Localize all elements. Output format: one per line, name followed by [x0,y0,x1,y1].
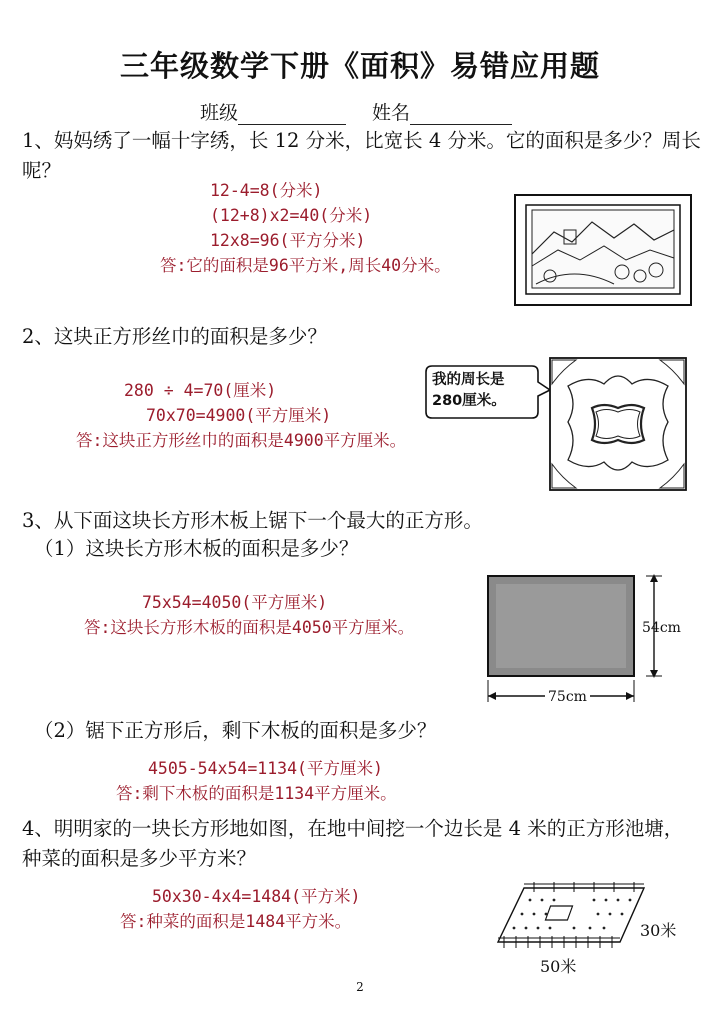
field-length-label: 50米 [540,957,577,976]
question-4: 4、明明家的一块长方形地如图，在地中间挖一个边长是 4 米的正方形池塘，种菜的面积是多少平方米？ [22,817,684,870]
question-3-part-2: （2）锯下正方形后，剩下木板的面积是多少？ [34,719,437,742]
class-label: 班级 [200,102,239,124]
q3-part2-answer: 答:剩下木板的面积是1134平方厘米。 [116,784,397,803]
page-title: 三年级数学下册《面积》易错应用题 [119,49,600,83]
name-label: 姓名 [372,102,411,124]
q1-answer-block [160,178,451,278]
q4-answer: 答:种菜的面积是1484平方米。 [120,912,352,931]
bubble-line-1: 我的周长是 [432,372,505,388]
q1-step-1: 12-4=8(分米) [210,181,323,200]
q1-step-2: (12+8)x2=40(分米) [210,206,373,225]
name-blank[interactable] [410,104,512,125]
q2-answer: 答:这块正方形丝巾的面积是4900平方厘米。 [76,431,407,450]
field-width-label: 30米 [640,921,677,940]
q4-step-1: 50x30-4x4=1484(平方米) [152,887,361,906]
question-2: 2、这块正方形丝巾的面积是多少？ [22,325,327,348]
q3-part1-answer: 答:这块长方形木板的面积是4050平方厘米。 [84,618,415,637]
speech-bubble-text [432,370,506,412]
q2-step-2: 70x70=4900(平方厘米) [146,406,332,425]
bubble-line-2: 280厘米。 [432,393,506,409]
page-number: 2 [356,980,364,994]
q2-step-1: 280 ÷ 4=70(厘米) [124,381,277,400]
question-3: 3、从下面这块长方形木板上锯下一个最大的正方形。 [22,509,483,532]
q1-step-3: 12x8=96(平方分米) [210,231,366,250]
q3-part2-step-1: 4505-54x54=1134(平方厘米) [148,759,383,778]
cross-stitch-picture [514,194,692,306]
class-blank[interactable] [238,104,346,125]
q2-answer-block [76,378,407,453]
q4-answer-block [120,884,361,934]
board-width-label: 75cm [545,689,590,705]
wooden-board-diagram [484,570,694,706]
class-field[interactable] [200,98,346,125]
silk-scarf-picture [548,356,688,492]
board-height-label: 54cm [642,620,681,636]
question-1: 1、妈妈绣了一幅十字绣，长 12 分米，比宽长 4 分米。它的面积是多少？周长呢？ [22,129,701,182]
q1-answer: 答:它的面积是96平方米,周长40分米。 [160,256,451,275]
q3-part1-step-1: 75x54=4050(平方厘米) [142,593,328,612]
vegetable-field-diagram [494,880,650,952]
name-field[interactable] [372,98,512,125]
q3-part2-answer-block [116,756,397,806]
question-3-part-1: （1）这块长方形木板的面积是多少？ [34,537,359,560]
q3-part1-answer-block [84,590,415,640]
